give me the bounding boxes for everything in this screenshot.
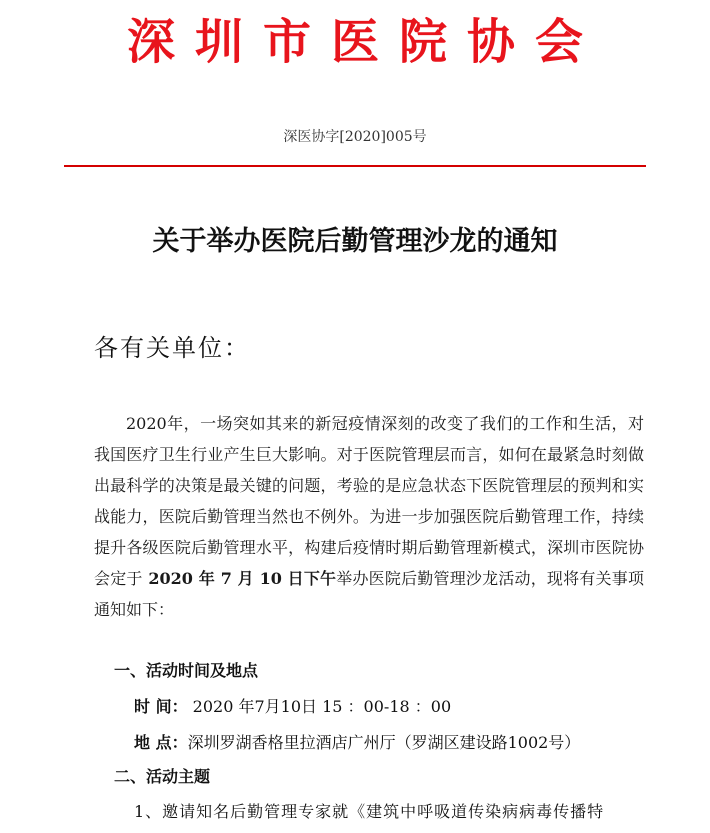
section-heading-theme: 二、活动主题 [114,767,211,786]
org-name-header: 深圳市医院协会 [126,14,603,70]
salutation: 各有关单位： [94,334,250,362]
time-value: 2020 年7月10日 15 ：00-18 ：00 [192,697,452,716]
location-value: 深圳罗湖香格里拉酒店广州厅（罗湖区建设路1002号） [187,733,581,752]
section-heading-time-location: 一、活动时间及地点 [114,661,259,680]
location-label: 地 点： [134,733,188,752]
time-label: 时 间： [134,697,188,716]
intro-text-part-2: 举办医院后勤管理沙龙活动，现将有关事项通知如下： [94,569,644,619]
theme-list-item-1: 1、邀请知名后勤管理专家就《建筑中呼吸道传染病病毒传播特 [134,802,605,821]
info-line-location [134,731,580,755]
intro-date-bold: 2020 年 7 月 10 日下午 [142,569,337,588]
document-number: 深医协字[2020]005号 [283,129,427,145]
intro-text-part-1: 2020年，一场突如其来的新冠疫情深刻的改变了我们的工作和生活，对我国医疗卫生行业产生巨大影响。对于医院管理层而言，如何在最紧急时刻做出最科学的决策是最关键的问题，考验的是应急状态下医院管理层的预判和实战能力，医院后勤管理当然也不例外。为进一步加强医院后勤管理工作，持续提升各级医院后勤管理水平，构建后疫情时期后勤管理新模式，深圳市医院协会定于 [94,414,644,588]
red-header-rule [64,165,646,167]
info-line-time [134,695,451,719]
intro-paragraph [94,408,644,625]
document-title: 关于举办医院后勤管理沙龙的通知 [152,226,558,257]
